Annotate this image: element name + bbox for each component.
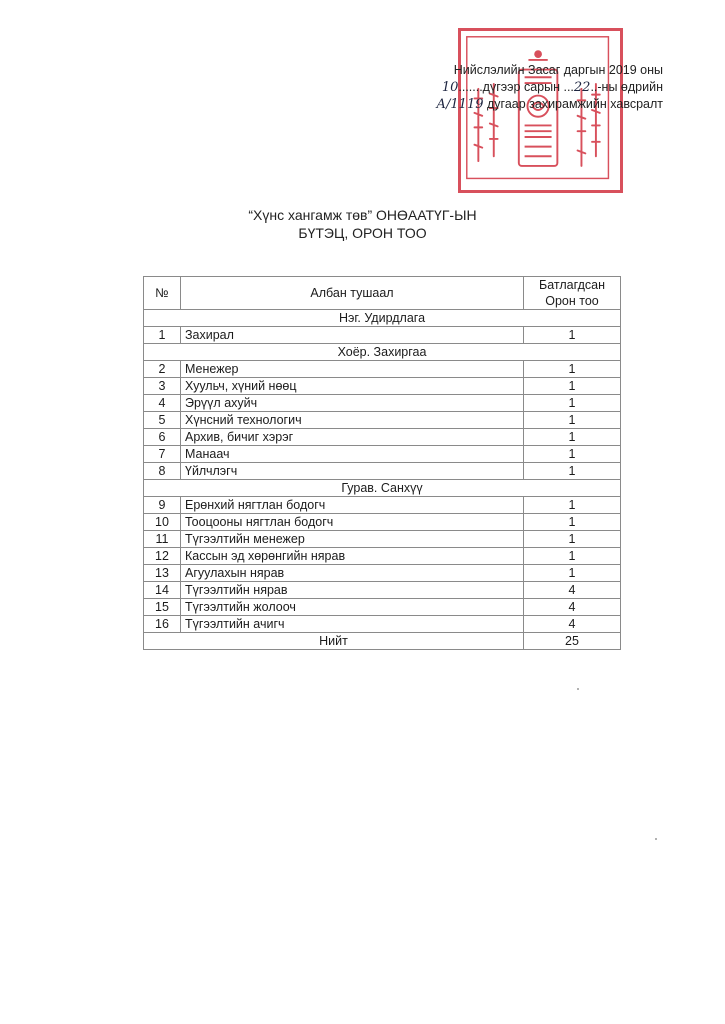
row-count: 4: [524, 616, 621, 633]
row-number: 16: [144, 616, 181, 633]
row-position: Кассын эд хөрөнгийн нярав: [181, 548, 524, 565]
row-number: 11: [144, 531, 181, 548]
row-position: Захирал: [181, 327, 524, 344]
header-line-2-text: .......дүгээр сарын ...: [458, 80, 574, 94]
title-line-2: БҮТЭЦ, ОРОН ТОО: [298, 225, 427, 241]
row-count: 1: [524, 378, 621, 395]
handwritten-order-number: А/1119: [436, 97, 484, 112]
row-number: 8: [144, 463, 181, 480]
section-row: [144, 344, 621, 361]
table-row: [144, 599, 621, 616]
row-count: 4: [524, 582, 621, 599]
row-position: Менежер: [181, 361, 524, 378]
header-line-2: [436, 79, 663, 96]
scan-speck: [655, 838, 657, 840]
total-label: Нийт: [144, 633, 524, 650]
row-number: 3: [144, 378, 181, 395]
section-row: [144, 480, 621, 497]
table-body: [144, 310, 621, 633]
row-number: 1: [144, 327, 181, 344]
row-number: 6: [144, 429, 181, 446]
column-header-count-line-2: Орон тоо: [545, 294, 599, 308]
section-title: Хоёр. Захиргаа: [144, 344, 621, 361]
row-count: 1: [524, 429, 621, 446]
header-line-3-text: дугаар захирамжийн хавсралт: [486, 97, 663, 111]
row-position: Эрүүл ахуйч: [181, 395, 524, 412]
row-number: 10: [144, 514, 181, 531]
row-number: 13: [144, 565, 181, 582]
row-number: 7: [144, 446, 181, 463]
row-position: Ерөнхий нягтлан бодогч: [181, 497, 524, 514]
row-position: Агуулахын нярав: [181, 565, 524, 582]
table-row: [144, 497, 621, 514]
annex-header: [436, 62, 663, 113]
title-line-1: “Хүнс хангамж төв” ОНӨААТҮГ-ЫН: [248, 207, 477, 223]
row-position: Түгээлтийн жолооч: [181, 599, 524, 616]
row-count: 1: [524, 327, 621, 344]
row-position: Түгээлтийн нярав: [181, 582, 524, 599]
row-position: Манаач: [181, 446, 524, 463]
header-line-3: [436, 96, 663, 113]
row-position: Тооцооны нягтлан бодогч: [181, 514, 524, 531]
table-row: [144, 361, 621, 378]
row-count: 1: [524, 463, 621, 480]
row-count: 1: [524, 446, 621, 463]
row-number: 12: [144, 548, 181, 565]
document-title: [0, 206, 725, 242]
row-position: Түгээлтийн ачигч: [181, 616, 524, 633]
row-count: 1: [524, 361, 621, 378]
row-number: 5: [144, 412, 181, 429]
table-row: [144, 378, 621, 395]
row-position: Хуульч, хүний нөөц: [181, 378, 524, 395]
column-header-count-line-1: Батлагдсан: [539, 278, 605, 292]
section-title: Нэг. Удирдлага: [144, 310, 621, 327]
row-number: 15: [144, 599, 181, 616]
row-count: 1: [524, 514, 621, 531]
row-position: Үйлчлэгч: [181, 463, 524, 480]
scan-speck: [577, 688, 579, 690]
row-number: 14: [144, 582, 181, 599]
section-row: [144, 310, 621, 327]
row-number: 2: [144, 361, 181, 378]
row-count: 1: [524, 565, 621, 582]
row-position: Хүнсний технологич: [181, 412, 524, 429]
column-header-count: [524, 277, 621, 310]
table-row: [144, 429, 621, 446]
table-row: [144, 514, 621, 531]
row-count: 1: [524, 548, 621, 565]
table-row: [144, 412, 621, 429]
section-title: Гурав. Санхүү: [144, 480, 621, 497]
total-value: 25: [524, 633, 621, 650]
total-row: [144, 633, 621, 650]
table-header-row: [144, 277, 621, 310]
table-row: [144, 616, 621, 633]
staffing-table: [143, 276, 621, 650]
handwritten-month: 10: [441, 80, 459, 95]
header-line-1: Нийслэлийн Засаг даргын 2019 оны: [453, 63, 663, 77]
row-number: 9: [144, 497, 181, 514]
row-count: 1: [524, 497, 621, 514]
table-row: [144, 327, 621, 344]
table-row: [144, 582, 621, 599]
row-count: 1: [524, 531, 621, 548]
row-position: Архив, бичиг хэрэг: [181, 429, 524, 446]
header-line-2-end: ..-ны өдрийн: [590, 80, 663, 94]
table-row: [144, 565, 621, 582]
row-count: 4: [524, 599, 621, 616]
row-count: 1: [524, 395, 621, 412]
column-header-number: №: [144, 277, 181, 310]
row-number: 4: [144, 395, 181, 412]
table-row: [144, 531, 621, 548]
table-row: [144, 463, 621, 480]
row-position: Түгээлтийн менежер: [181, 531, 524, 548]
table-row: [144, 548, 621, 565]
row-count: 1: [524, 412, 621, 429]
table-row: [144, 446, 621, 463]
column-header-position: Албан тушаал: [181, 277, 524, 310]
table-row: [144, 395, 621, 412]
handwritten-day: 22: [573, 80, 591, 95]
